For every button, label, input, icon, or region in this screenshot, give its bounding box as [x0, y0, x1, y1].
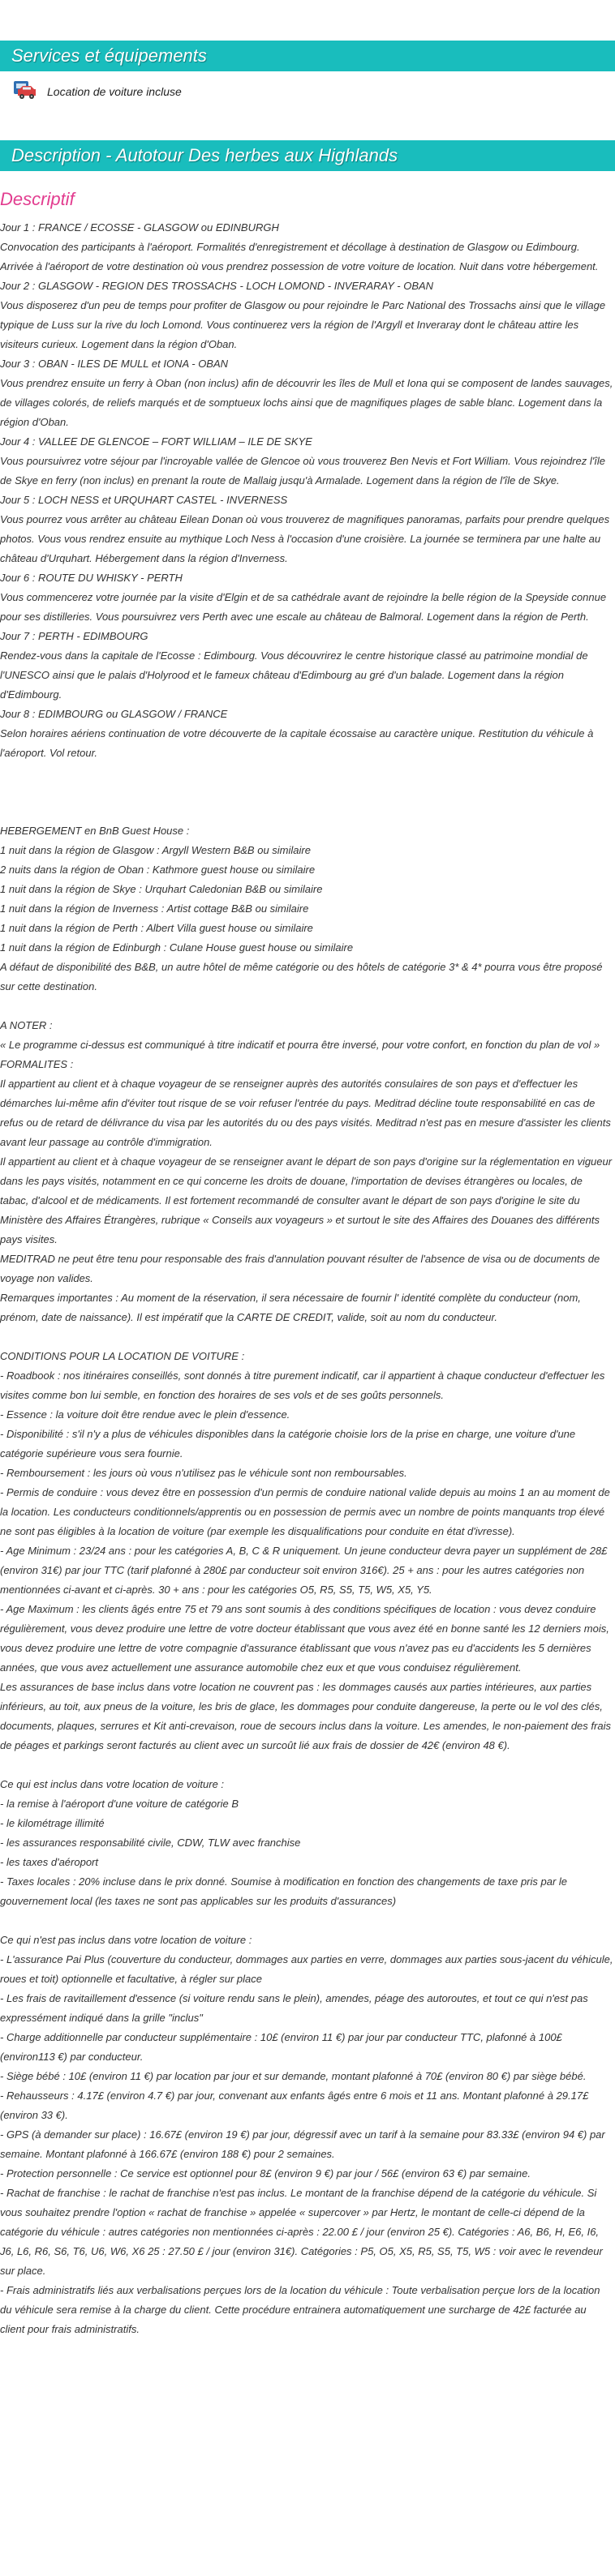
description-line: HEBERGEMENT en BnB Guest House :: [0, 825, 190, 837]
description-line: - Les frais de ravitaillement d'essence (si voiture rendu sans le plein), amendes, péage des autoroutes, et tout ce qui n'est pas expressément indiqué dans la grille "inclus": [0, 1992, 588, 2024]
description-line: Jour 3 : OBAN - ILES DE MULL et IONA - OBAN: [0, 358, 229, 370]
service-label: Location de voiture incluse: [47, 85, 182, 98]
description-line: Jour 2 : GLASGOW - REGION DES TROSSACHS - LOCH LOMOND - INVERARAY - OBAN: [0, 280, 434, 292]
description-line: « Le programme ci-dessus est communiqué à titre indicatif et pourra être inversé, pour votre confort, en fonction du plan de vol »: [0, 1039, 600, 1051]
description-line: [0, 782, 613, 802]
description-line: - Age Minimum : 23/24 ans : pour les catégories A, B, C & R uniquement. Un jeune conducteur devra payer un supplément de 28£ (environ 31€) par jour TTC (tarif plafonné à 280£ par conducteur soit environ 316€). 25 + ans : pour les autres catégories non mentionnées ci-avant et ci-après. 30 + ans : pour les catégories O5, R5, S5, T5, W5, X5, Y5.: [0, 1545, 608, 1596]
description-line: - Frais administratifs liés aux verbalisations perçues lors de la location du véhicule : Toute verbalisation perçue lors de la location du véhicule sera remise à la charge du client. Cette procédure entrainera automatiquement une surcharge de 42£ facturée au client pour frais administratifs.: [0, 2284, 600, 2335]
description-line: Ce qui est inclus dans votre location de voiture :: [0, 1778, 225, 1790]
description-line: - Disponibilité : s'il n'y a plus de véhicules disponibles dans la catégorie choisie lors de la prise en charge, une voiture d'une catégorie supérieure vous sera fournie.: [0, 1428, 576, 1459]
description-line: 2 nuits dans la région de Oban : Kathmore guest house ou similaire: [0, 864, 316, 876]
description-line: - L'assurance Pai Plus (couverture du conducteur, dommages aux parties en verre, dommages aux parties sous-jacent du véhicule, roues et toit) optionnelle et facultative, à régler sur place: [0, 1953, 613, 1985]
description-line: - les assurances responsabilité civile, CDW, TLW avec franchise: [0, 1837, 301, 1849]
description-body: [0, 218, 615, 2339]
description-line: Jour 6 : ROUTE DU WHISKY - PERTH: [0, 572, 183, 584]
description-line: Selon horaires aériens continuation de votre découverte de la capitale écossaise au caractère unique. Restitution du véhicule à l'aéroport. Vol retour.: [0, 727, 594, 759]
description-line: - Permis de conduire : vous devez être en possession d'un permis de conduire national valide depuis au moins 1 an au moment de la location. Les conducteurs conditionnels/apprentis ou en possession de permis avec un nombre de points manquants trop élevé ne sont pas éligibles à la location de voiture (par exemple les disqualifications pour conduite en état d'ivresse).: [0, 1486, 610, 1537]
description-line: Les assurances de base inclus dans votre location ne couvrent pas : les dommages causés aux parties intérieures, aux parties inférieurs, au toit, aux pneus de la voiture, les bris de glace, les dommages pour conduite dangereuse, la perte ou le vol des clés, documents, plaques, serrures et Kit anti-crevaison, roue de secours inclus dans la voiture. Les amendes, le non-paiement des frais de péages et parkings seront facturés au client avec un surcoût lié aux frais de dossier de 42€ (environ 48 €).: [0, 1681, 611, 1751]
descriptif-heading: Descriptif: [0, 189, 75, 209]
description-line: [0, 1755, 613, 1775]
description-line: 1 nuit dans la région de Perth : Albert Villa guest house ou similaire: [0, 922, 313, 934]
description-line: Rendez-vous dans la capitale de l'Ecosse : Edimbourg. Vous découvrirez le centre historique classé au patrimoine mondial de l'UNESCO ainsi que le palais d'Holyrood et le fameux château d'Edimbourg au gré d'un balade. Logement dans la région d'Edimbourg.: [0, 649, 588, 701]
description-line: 1 nuit dans la région de Skye : Urquhart Caledonian B&B ou similaire: [0, 883, 323, 895]
description-line: - Roadbook : nos itinéraires conseillés, sont donnés à titre purement indicatif, car il appartient à chaque conducteur d'effectuer les visites comme bon lui semble, en fonction des horaires de ses vols et de ses goûts personnels.: [0, 1369, 605, 1401]
description-line: Vous commencerez votre journée par la visite d'Elgin et de sa cathédrale avant de rejoindre la belle région de la Speyside connue pour ses distilleries. Vous poursuivrez vers Perth avec une escale au château de Balmoral. Logement dans la région de Perth.: [0, 591, 607, 623]
description-line: - Rachat de franchise : le rachat de franchise n'est pas inclus. Le montant de la franchise dépend de la catégorie du véhicule. Si vous souhaitez prendre l'option « rachat de franchise » appelée « supercover » par Hertz, le montant de celle-ci dépend de la catégorie du véhicule : autres catégories non mentionnées ci-après : 22.00 £ / jour (environ 25 €). Catégories : A6, B6, H, E6, I6, J6, L6, R6, S6, T6, U6, W6, X6 25 : 27.50 £ / jour (environ 31€). Catégories : P5, O5, X5, R5, S5, T5, W5 : voir avec le revendeur sur place.: [0, 2187, 603, 2277]
description-line: A NOTER :: [0, 1019, 53, 1031]
description-line: CONDITIONS POUR LA LOCATION DE VOITURE :: [0, 1350, 245, 1362]
description-line: - Age Maximum : les clients âgés entre 75 et 79 ans sont soumis à des conditions spécifiques de location : vous devez conduire régulièrement, vous devez produire une lettre de votre docteur établissant que vous avez été en bonne santé les 12 derniers mois, vous devez produire une lettre de votre compagnie d'assurance établissant que vous n'avez pas eu d'accidents les 5 dernières années, que vous avez actuellement une assurance automobile chez eux et que vous conduisez régulièrement.: [0, 1603, 609, 1674]
description-line: - Charge additionnelle par conducteur supplémentaire : 10£ (environ 11 €) par jour par conducteur TTC, plafonné à 100£ (environ113 €) par conducteur.: [0, 2031, 562, 2063]
description-line: [0, 763, 613, 782]
description-line: - Taxes locales : 20% incluse dans le prix donné. Soumise à modification en fonction des changements de taxe pris par le gouvernement local (les taxes ne sont pas applicables sur les produits d'assurances): [0, 1875, 568, 1907]
description-line: Vous pourrez vous arrêter au château Eilean Donan où vous trouverez de magnifiques panoramas, parfaits pour prendre quelques photos. Vous vous rendrez ensuite au mythique Loch Ness à l'occasion d'une croisière. La journée se terminera par une halte au château d'Urquhart. Hébergement dans la région d'Inverness.: [0, 513, 610, 564]
description-line: [0, 1911, 613, 1931]
description-line: - Remboursement : les jours où vous n'utilisez pas le véhicule sont non remboursables.: [0, 1467, 407, 1479]
description-line: Jour 1 : FRANCE / ECOSSE - GLASGOW ou EDINBURGH: [0, 221, 279, 234]
description-line: FORMALITES :: [0, 1058, 74, 1070]
description-line: 1 nuit dans la région de Inverness : Artist cottage B&B ou similaire: [0, 902, 309, 915]
description-line: Vous disposerez d'un peu de temps pour profiter de Glasgow ou pour rejoindre le Parc National des Trossachs ainsi que le village typique de Luss sur la rive du loch Lomond. Vous continuerez vers la région de l'Argyll et Inveraray dont le château attire les visiteurs curieux. Logement dans la région d'Oban.: [0, 299, 606, 350]
description-line: [0, 997, 613, 1016]
description-line: Jour 5 : LOCH NESS et URQUHART CASTEL - INVERNESS: [0, 494, 288, 506]
description-line: - Siège bébé : 10£ (environ 11 €) par location par jour et sur demande, montant plafonné à 70£ (environ 80 €) par siège bébé.: [0, 2070, 587, 2082]
description-line: 1 nuit dans la région de Glasgow : Argyll Western B&B ou similaire: [0, 844, 311, 856]
description-line: Vous poursuivrez votre séjour par l'incroyable vallée de Glencoe où vous trouverez Ben Nevis et Fort William. Vous rejoindrez l'île de Skye en ferry (non inclus) en prenant la route de Mallaig jusqu'à Armalade. Logement dans la région de l'île de Skye.: [0, 455, 605, 486]
description-line: - la remise à l'aéroport d'une voiture de catégorie B: [0, 1798, 239, 1810]
description-line: Remarques importantes : Au moment de la réservation, il sera nécessaire de fournir l' identité complète du conducteur (nom, prénom, date de naissance). Il est impératif que la CARTE DE CREDIT, valide, soit au nom du conducteur.: [0, 1292, 581, 1323]
description-line: 1 nuit dans la région de Edinburgh : Culane House guest house ou similaire: [0, 941, 354, 954]
description-line: Jour 7 : PERTH - EDIMBOURG: [0, 630, 148, 642]
description-line: - Essence : la voiture doit être rendue avec le plein d'essence.: [0, 1408, 290, 1421]
description-line: Jour 4 : VALLEE DE GLENCOE – FORT WILLIAM – ILE DE SKYE: [0, 435, 312, 448]
description-line: - le kilométrage illimité: [0, 1817, 105, 1829]
description-line: Ce qui n'est pas inclus dans votre location de voiture :: [0, 1934, 252, 1946]
description-line: Il appartient au client et à chaque voyageur de se renseigner avant le départ de son pays d'origine sur la réglementation en vigueur dans les pays visités, notamment en ce qui concerne les droits de douane, l'importation de devises étrangères ou locales, de tabac, d'alcool et de médicaments. Il est fortement recommandé de consulter avant le départ de son pays d'origine le site du Ministère des Affaires Étrangères, rubrique « Conseils aux voyageurs » et surtout le site des Affaires des Douanes des différents pays visites.: [0, 1155, 613, 1245]
service-item-car-rental: [0, 71, 615, 112]
description-line: - les taxes d'aéroport: [0, 1856, 98, 1868]
description-line: - GPS (à demander sur place) : 16.67£ (environ 19 €) par jour, dégressif avec un tarif à la semaine pour 83.33£ (environ 94 €) par semaine. Montant plafonné à 166.67£ (environ 188 €) pour 2 semaines.: [0, 2128, 605, 2160]
car-rental-icon: [11, 79, 39, 104]
description-section-title: Description - Autotour Des herbes aux Highlands: [0, 140, 615, 171]
description-line: Il appartient au client et à chaque voyageur de se renseigner auprès des autorités consulaires de son pays et d'effectuer les démarches lui-même afin d'éviter tout risque de se voir refuser l'entrée du pays. Meditrad décline toute responsabilité en cas de refus ou de retard de délivrance du visa par les autorités du ou des pays visités. Meditrad n'est pas en mesure d'assister les clients avant leur passage au contrôle d'immigration.: [0, 1078, 611, 1148]
description-line: [0, 802, 613, 821]
description-line: - Protection personnelle : Ce service est optionnel pour 8£ (environ 9 €) par jour / 56£ (environ 63 €) par semaine.: [0, 2167, 531, 2180]
services-section-title: Services et équipements: [0, 41, 615, 71]
description-line: MEDITRAD ne peut être tenu pour responsable des frais d'annulation pouvant résulter de l'absence de visa ou de documents de voyage non valides.: [0, 1253, 600, 1284]
description-line: Jour 8 : EDIMBOURG ou GLASGOW / FRANCE: [0, 708, 228, 720]
description-line: - Rehausseurs : 4.17£ (environ 4.7 €) par jour, convenant aux enfants âgés entre 6 mois et 11 ans. Montant plafonné à 29.17£ (environ 33 €).: [0, 2090, 589, 2121]
description-line: A défaut de disponibilité des B&B, un autre hôtel de même catégorie ou des hôtels de catégorie 3* & 4* pourra vous être proposé sur cette destination.: [0, 961, 603, 992]
description-line: Convocation des participants à l'aéroport. Formalités d'enregistrement et décollage à destination de Glasgow ou Edimbourg. Arrivée à l'aéroport de votre destination où vous prendrez possession de votre voiture de location. Nuit dans votre hébergement.: [0, 241, 599, 272]
description-line: Vous prendrez ensuite un ferry à Oban (non inclus) afin de découvrir les îles de Mull et Iona qui se composent de landes sauvages, de villages colorés, de reliefs marqués et de somptueux lochs ainsi que de magnifiques plages de sable blanc. Logement dans la région d'Oban.: [0, 377, 613, 428]
description-line: [0, 1327, 613, 1347]
